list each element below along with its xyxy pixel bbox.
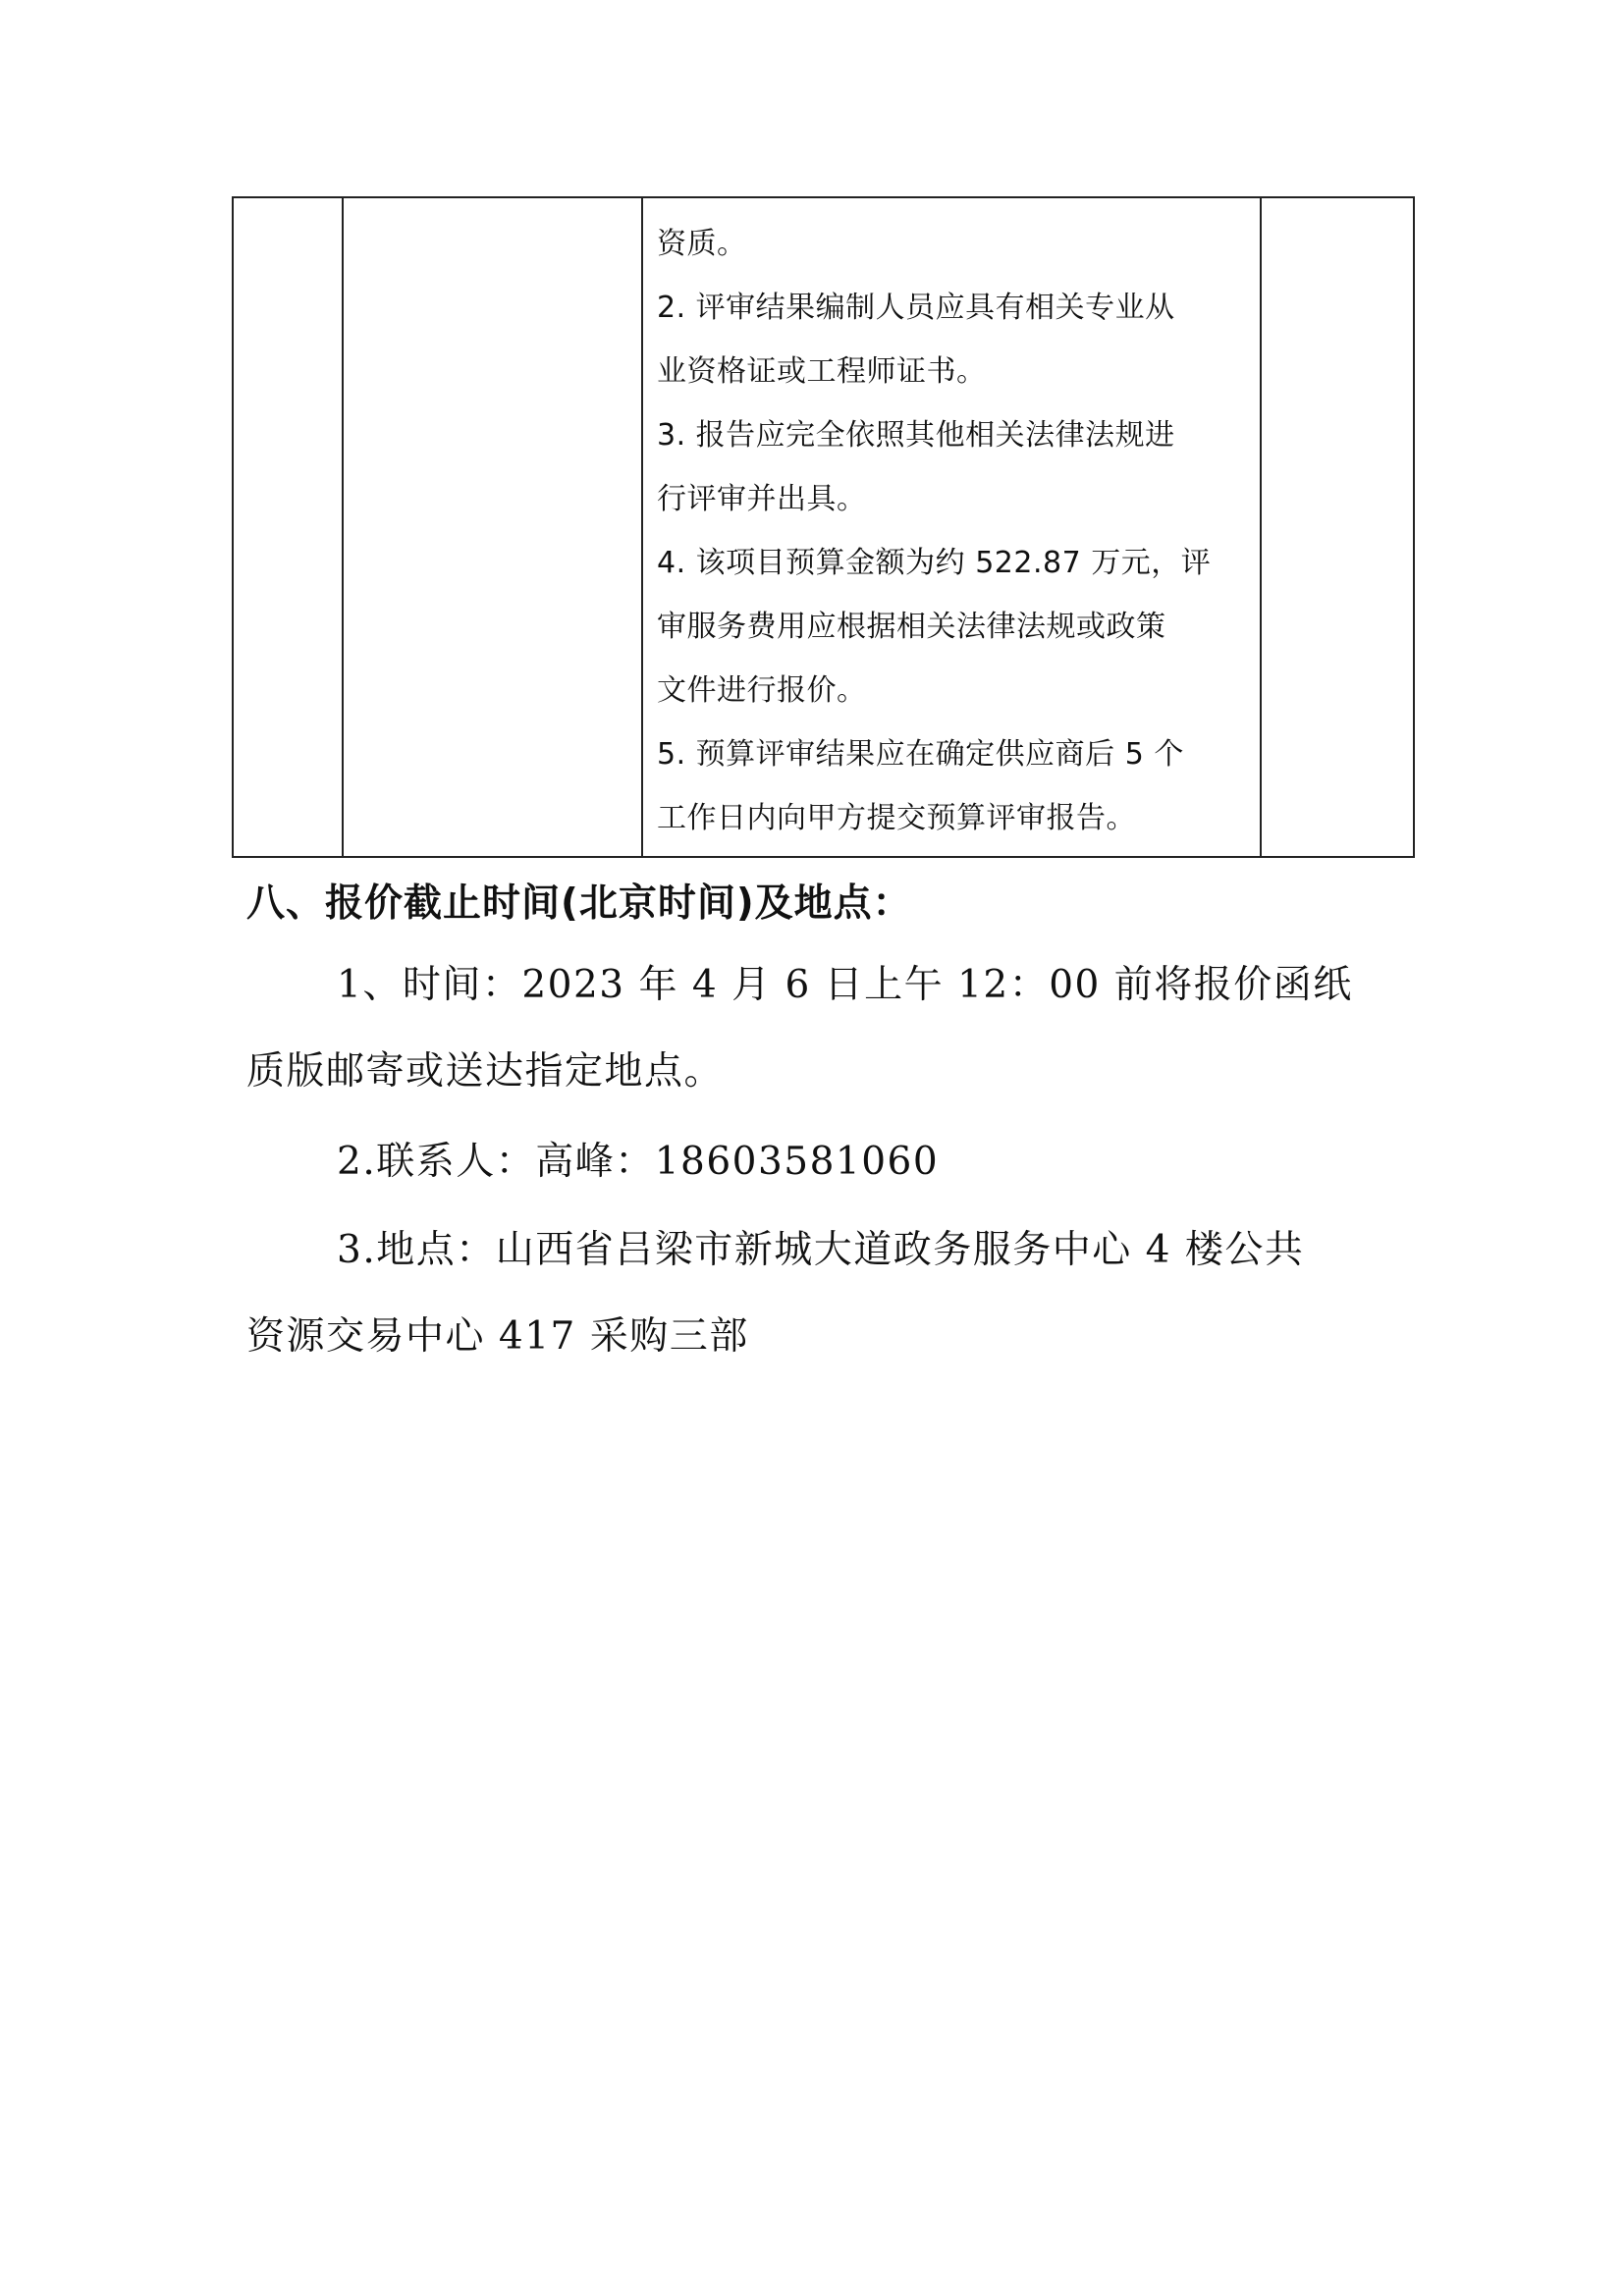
requirement-line: 2. 评审结果编制人员应具有相关专业从 <box>657 291 1175 325</box>
section-heading: 八、报价截止时间(北京时间)及地点： <box>246 881 912 926</box>
requirement-line: 3. 报告应完全依照其他相关法律法规进 <box>657 418 1175 453</box>
contact-paragraph <box>246 1119 1405 1205</box>
address-line: 资源交易中心 417 采购三部 <box>246 1314 749 1359</box>
requirement-line: 4. 该项目预算金额为约 522.87 万元，评 <box>657 546 1212 580</box>
requirements-text <box>643 198 1260 850</box>
requirement-line: 审服务费用应根据相关法律法规或政策 <box>657 610 1166 644</box>
contact-line: 2.联系人：高峰：18603581060 <box>337 1140 940 1184</box>
requirement-line: 工作日内向甲方提交预算评审报告。 <box>657 801 1136 835</box>
deadline-time-line: 1、时间：2023 年 4 月 6 日上午 12：00 前将报价函纸 <box>337 963 1353 1007</box>
deadline-time-line: 质版邮寄或送达指定地点。 <box>246 1049 725 1094</box>
requirement-line: 行评审并出具。 <box>657 482 867 516</box>
deadline-time-paragraph <box>246 942 1405 1115</box>
requirement-line: 5. 预算评审结果应在确定供应商后 5 个 <box>657 737 1184 772</box>
table-cell-item <box>343 197 642 857</box>
address-line: 3.地点：山西省吕梁市新城大道政务服务中心 4 楼公共 <box>337 1228 1305 1272</box>
table-cell-remarks <box>1261 197 1414 857</box>
table-cell-requirements <box>642 197 1261 857</box>
table-row <box>233 197 1414 857</box>
table-cell-index <box>233 197 343 857</box>
requirement-line: 文件进行报价。 <box>657 673 867 708</box>
requirement-line: 业资格证或工程师证书。 <box>657 354 987 389</box>
requirements-table-fragment <box>232 196 1415 858</box>
requirement-line: 资质。 <box>657 227 747 261</box>
address-paragraph <box>246 1207 1405 1380</box>
